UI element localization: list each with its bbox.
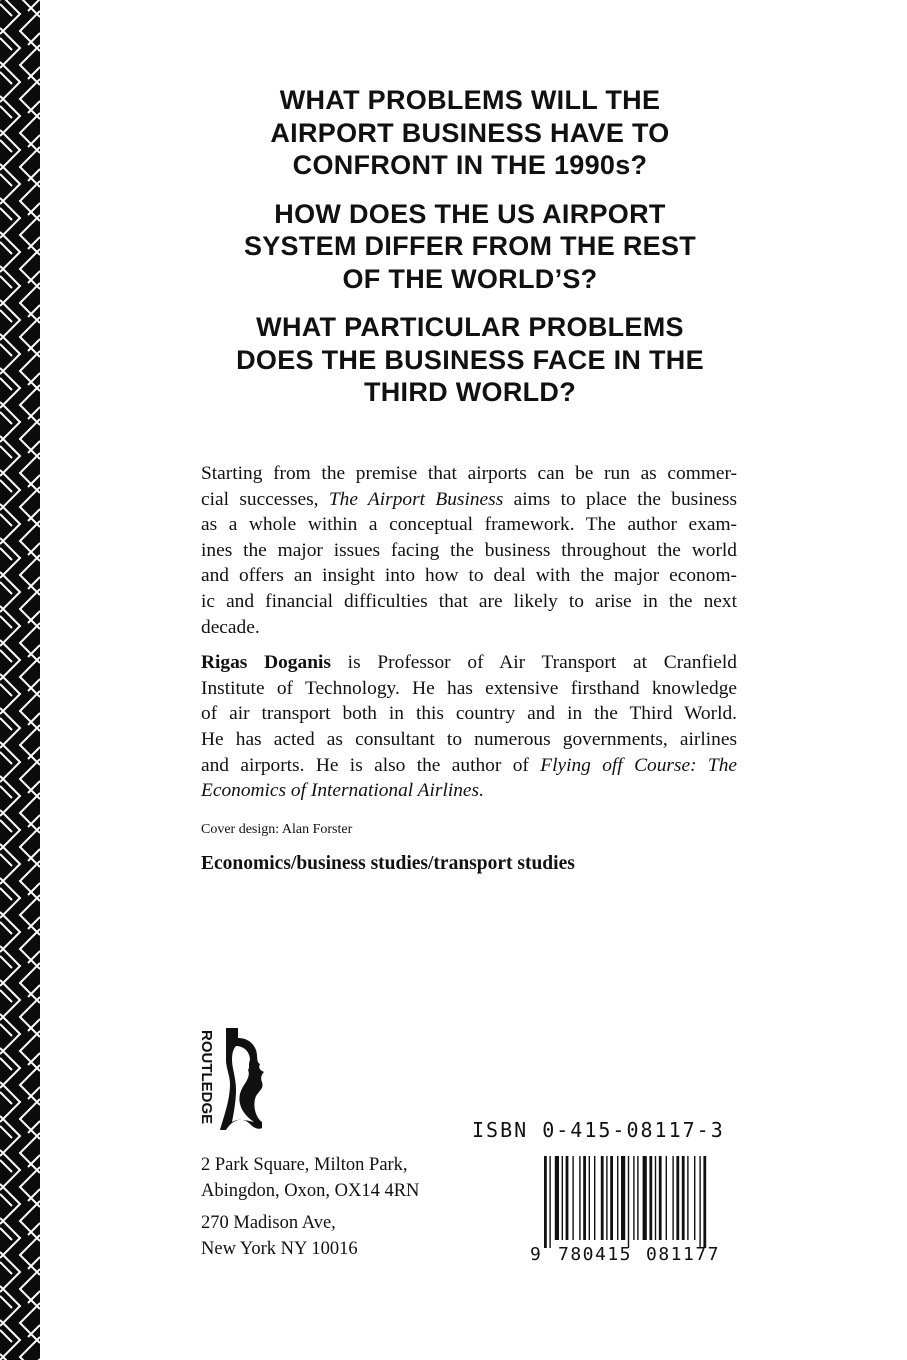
bio-line: of air transport both in this country and in the Third World. xyxy=(201,703,737,725)
question-1: WHAT PROBLEMS WILL THE AIRPORT BUSINESS HAVE TO CONFRONT IN THE 1990s? xyxy=(270,85,670,180)
isbn-number: ISBN 0-415-08117-3 xyxy=(472,1118,725,1142)
book-title: The Airport Business xyxy=(328,488,504,510)
bio-line: and airports. He is also the author of Flying off Course: The xyxy=(201,754,738,776)
bio-line: He has acted as consultant to numerous governments, airlines xyxy=(201,728,737,750)
intro-line: decade. xyxy=(201,616,260,638)
bio-line: Institute of Technology. He has extensive firsthand knowledge xyxy=(201,677,737,699)
other-book-title: Economics of International Airlines. xyxy=(201,780,484,802)
publisher-address xyxy=(201,1152,419,1262)
intro-line: ines the major issues facing the business throughout the world xyxy=(201,539,737,561)
address-line: 270 Madison Ave, xyxy=(201,1213,336,1233)
intro-line: and offers an insight into how to deal with the major econom- xyxy=(201,565,737,587)
intro-line: as a whole within a conceptual framework. The author exam- xyxy=(201,514,737,536)
subject-category: Economics/business studies/transport studies xyxy=(201,853,575,874)
spine-divider xyxy=(40,0,42,1360)
barcode-left-digits: 780415 xyxy=(558,1244,633,1264)
book-description xyxy=(201,461,737,804)
intro-line: ic and financial difficulties that are likely to arise in the next xyxy=(201,590,737,612)
intro-line: cial successes, The Airport Business aims to place the business xyxy=(201,488,737,510)
bio-line xyxy=(201,778,737,804)
question-2: HOW DOES THE US AIRPORT SYSTEM DIFFER FROM THE REST OF THE WORLD’S? xyxy=(243,198,697,294)
barcode-icon xyxy=(530,1156,742,1264)
cover-credit: Cover design: Alan Forster xyxy=(201,822,353,837)
address-line: Abingdon, Oxon, OX14 4RN xyxy=(201,1181,420,1201)
barcode-right-digits: 081177 xyxy=(646,1244,721,1264)
bio-line: Rigas Doganis is Professor of Air Transport at Cranfield xyxy=(201,652,737,674)
spine-pattern xyxy=(0,0,40,1360)
other-book-title: Flying off Course: The xyxy=(540,754,738,776)
address-line: New York NY 10016 xyxy=(201,1239,358,1259)
question-3: WHAT PARTICULAR PROBLEMS DOES THE BUSINESS FACE IN THE THIRD WORLD? xyxy=(236,312,704,407)
intro-paragraph xyxy=(201,461,737,640)
publisher-name: ROUTLEDGE xyxy=(198,1030,215,1125)
address-line: 2 Park Square, Milton Park, xyxy=(201,1155,408,1175)
cover-questions xyxy=(150,84,790,425)
author-name: Rigas Doganis xyxy=(201,652,331,674)
barcode-lead-digit: 9 xyxy=(530,1244,541,1264)
intro-line: Starting from the premise that airports can be run as commer- xyxy=(201,463,737,484)
author-bio xyxy=(201,650,737,804)
routledge-logo-icon xyxy=(196,1024,276,1136)
